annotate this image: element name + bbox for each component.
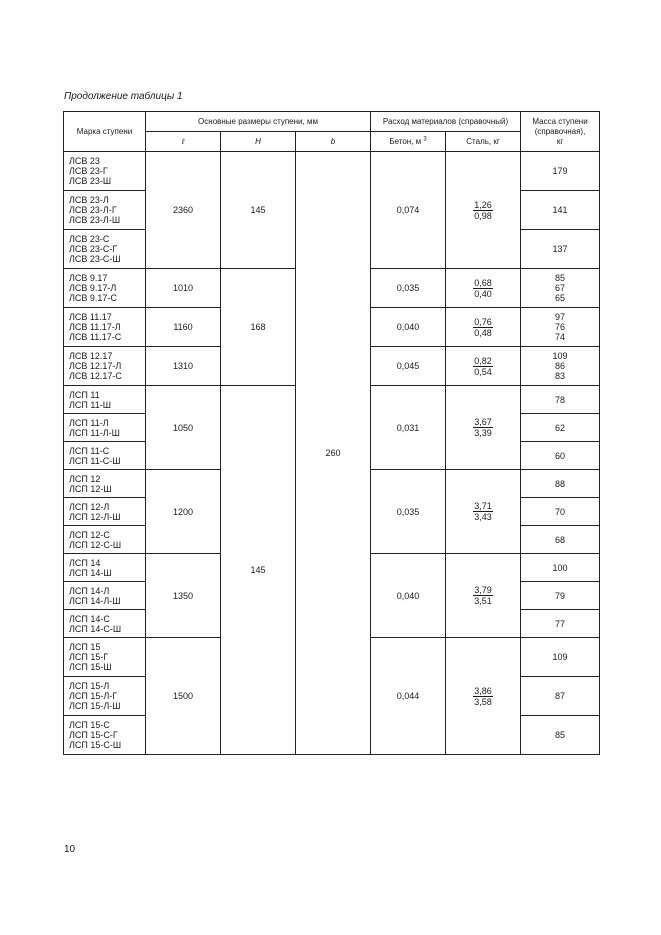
mark-label: ЛСП 15-Г	[69, 652, 109, 662]
mark-label: ЛСВ 9.17-Л	[69, 283, 117, 293]
cell-concrete: 0,040	[371, 308, 446, 347]
cell-steel	[446, 152, 521, 269]
cell-mass	[521, 677, 600, 716]
mass-value: 109	[552, 652, 568, 662]
steel-denominator: 3,43	[474, 512, 492, 522]
table-row	[64, 152, 600, 191]
mass-value: 60	[555, 450, 566, 461]
mark-label: ЛСВ 23-Г	[69, 166, 108, 176]
steel-numerator: 3,79	[474, 585, 492, 595]
steel-numerator: 0,76	[474, 316, 492, 327]
mark-label: ЛСП 14-С-Ш	[69, 624, 122, 634]
mass-value: 62	[555, 422, 566, 433]
cell-dim-l: 1200	[146, 470, 221, 554]
cell-mark	[64, 470, 146, 498]
mark-label: ЛСВ 23	[69, 156, 100, 166]
mark-label: ЛСП 11	[69, 390, 100, 400]
cell-mark	[64, 610, 146, 638]
cell-steel	[446, 386, 521, 470]
mark-label: ЛСП 14-Л	[69, 586, 110, 596]
mark-label: ЛСВ 23-Л-Ш	[69, 215, 121, 225]
mass-value: 85	[555, 273, 566, 283]
steel-numerator: 3,67	[474, 417, 492, 427]
cell-mark	[64, 554, 146, 582]
cell-mass	[521, 442, 600, 470]
cell-mass	[521, 498, 600, 526]
cell-dim-l: 2360	[146, 152, 221, 269]
steel-numerator: 0,68	[474, 277, 492, 288]
mark-label: ЛСВ 23-С-Ш	[69, 254, 121, 264]
header-materials: Расход материалов (справочный)	[371, 112, 521, 132]
cell-mark	[64, 269, 146, 308]
cell-dim-l: 1050	[146, 386, 221, 470]
mass-value: 77	[555, 618, 566, 629]
cell-mass	[521, 716, 600, 755]
cell-concrete: 0,031	[371, 386, 446, 470]
cell-mass	[521, 610, 600, 638]
mark-label: ЛСВ 23-Ш	[69, 176, 112, 186]
steel-fraction	[473, 278, 493, 299]
cell-mass	[521, 582, 600, 610]
mark-label: ЛСП 11-С	[69, 446, 110, 456]
mark-label: ЛСП 12-С-Ш	[69, 540, 122, 550]
steel-denominator: 3,51	[474, 596, 492, 606]
mass-value: 67	[555, 283, 566, 293]
cell-dim-l: 1350	[146, 554, 221, 638]
steel-numerator: 1,26	[474, 199, 492, 210]
header-dim-h: H	[221, 132, 296, 152]
mass-value: 97	[555, 312, 566, 322]
header-dim-b: b	[296, 132, 371, 152]
cell-mark	[64, 582, 146, 610]
cell-mark	[64, 638, 146, 677]
page-number: 10	[64, 844, 76, 855]
cell-mass	[521, 191, 600, 230]
cell-concrete: 0,044	[371, 638, 446, 755]
mass-value: 79	[555, 590, 566, 601]
cell-mark	[64, 347, 146, 386]
cell-mark	[64, 442, 146, 470]
cell-mark	[64, 152, 146, 191]
mass-value: 76	[555, 322, 566, 332]
mark-label: ЛСП 15-Ш	[69, 662, 112, 672]
mark-label: ЛСП 11-Ш	[69, 400, 111, 410]
mass-value: 179	[552, 166, 568, 176]
steel-fraction	[473, 585, 493, 606]
header-concrete-label: Бетон, м	[389, 136, 422, 146]
mark-label: ЛСВ 23-С	[69, 234, 110, 244]
table-caption: Продолжение таблицы 1	[64, 91, 183, 102]
cell-mark	[64, 716, 146, 755]
mark-label: ЛСП 15-С-Г	[69, 730, 118, 740]
cell-concrete: 0,040	[371, 554, 446, 638]
cell-mass	[521, 414, 600, 442]
steel-fraction	[473, 356, 493, 377]
mass-value: 86	[555, 361, 566, 371]
mark-label: ЛСП 15-Л-Г	[69, 691, 118, 701]
cell-steel	[446, 470, 521, 554]
mass-value: 83	[555, 371, 566, 381]
steel-fraction	[473, 417, 493, 438]
steel-denominator: 0,48	[474, 327, 492, 338]
header-concrete-sup: 3	[423, 135, 427, 142]
cell-mark	[64, 191, 146, 230]
cell-steel	[446, 554, 521, 638]
cell-dim-l: 1310	[146, 347, 221, 386]
cell-dim-l: 1160	[146, 308, 221, 347]
mark-label: ЛСП 11-Л	[69, 418, 109, 428]
steel-denominator: 3,39	[474, 428, 492, 438]
cell-mass	[521, 230, 600, 269]
header-concrete	[371, 132, 446, 152]
cell-mark	[64, 677, 146, 716]
mark-label: ЛСВ 12.17	[69, 351, 113, 361]
mark-label: ЛСП 14-Л-Ш	[69, 596, 121, 606]
mass-value: 74	[555, 332, 566, 342]
mass-value: 70	[555, 506, 566, 517]
mass-value: 109	[552, 351, 568, 361]
header-steel: Сталь, кг	[446, 132, 521, 152]
cell-dim-h: 168	[221, 269, 296, 386]
cell-dim-l: 1500	[146, 638, 221, 755]
cell-dim-h: 145	[221, 152, 296, 269]
cell-mass	[521, 347, 600, 386]
steel-denominator: 0,54	[474, 366, 492, 377]
mark-label: ЛСВ 23-Л	[69, 195, 109, 205]
mark-label: ЛСП 14-С	[69, 614, 110, 624]
steel-denominator: 0,98	[474, 210, 492, 221]
cell-mass	[521, 526, 600, 554]
mark-label: ЛСП 14	[69, 558, 101, 568]
mark-label: ЛСВ 9.17	[69, 273, 108, 283]
cell-concrete: 0,035	[371, 269, 446, 308]
mark-label: ЛСВ 11.17-С	[69, 332, 122, 342]
mass-value: 85	[555, 730, 566, 740]
cell-steel	[446, 638, 521, 755]
mark-label: ЛСП 15-Л-Ш	[69, 701, 121, 711]
header-mark: Марка ступени	[64, 112, 146, 152]
mark-label: ЛСП 12-Л-Ш	[69, 512, 121, 522]
mark-label: ЛСП 11-С-Ш	[69, 456, 121, 466]
cell-concrete: 0,045	[371, 347, 446, 386]
header-mass-line3: кг	[556, 136, 564, 146]
cell-mark	[64, 230, 146, 269]
mark-label: ЛСВ 23-Л-Г	[69, 205, 117, 215]
cell-mass	[521, 638, 600, 677]
mark-label: ЛСП 15-С-Ш	[69, 740, 122, 750]
steel-denominator: 3,58	[474, 696, 492, 707]
mark-label: ЛСВ 23-С-Г	[69, 244, 118, 254]
mark-label: ЛСП 12-С	[69, 530, 110, 540]
cell-mass	[521, 554, 600, 582]
mark-label: ЛСВ 12.17-С	[69, 371, 122, 381]
cell-mark	[64, 386, 146, 414]
cell-mass	[521, 152, 600, 191]
cell-mark	[64, 526, 146, 554]
mass-value: 88	[555, 478, 566, 489]
cell-steel	[446, 269, 521, 308]
mass-value: 141	[552, 205, 568, 215]
mass-value: 65	[555, 293, 566, 303]
mark-label: ЛСП 15	[69, 642, 101, 652]
cell-mass	[521, 386, 600, 414]
steel-numerator: 3,86	[474, 685, 492, 696]
mark-label: ЛСП 11-Л-Ш	[69, 428, 120, 438]
mass-value: 68	[555, 534, 566, 545]
cell-mass	[521, 269, 600, 308]
cell-dim-h: 145	[221, 386, 296, 755]
cell-dim-b: 260	[296, 152, 371, 755]
header-main-dims: Основные размеры ступени, мм	[146, 112, 371, 132]
mark-label: ЛСВ 11.17	[69, 312, 112, 322]
steel-fraction	[473, 317, 493, 338]
cell-concrete: 0,074	[371, 152, 446, 269]
steel-fraction	[473, 200, 493, 221]
cell-dim-l: 1010	[146, 269, 221, 308]
steel-numerator: 0,82	[474, 355, 492, 366]
steel-numerator: 3,71	[474, 501, 492, 511]
cell-mark	[64, 414, 146, 442]
mass-value: 100	[552, 562, 568, 573]
mark-label: ЛСП 12	[69, 474, 101, 484]
mark-label: ЛСВ 11.17-Л	[69, 322, 121, 332]
cell-mark	[64, 498, 146, 526]
mark-label: ЛСП 15-С	[69, 720, 110, 730]
mark-label: ЛСП 12-Л	[69, 502, 110, 512]
steel-fraction	[473, 686, 493, 707]
header-mass	[521, 112, 600, 152]
header-mass-line1: Масса ступени	[532, 116, 588, 126]
mark-label: ЛСП 14-Ш	[69, 568, 112, 578]
mark-label: ЛСВ 12.17-Л	[69, 361, 122, 371]
mark-label: ЛСВ 9.17-С	[69, 293, 117, 303]
cell-steel	[446, 308, 521, 347]
steps-table	[63, 111, 600, 755]
cell-mass	[521, 308, 600, 347]
cell-mark	[64, 308, 146, 347]
steel-fraction	[473, 501, 493, 522]
mark-label: ЛСП 12-Ш	[69, 484, 112, 494]
cell-mass	[521, 470, 600, 498]
header-dim-l: ℓ	[146, 132, 221, 152]
cell-concrete: 0,035	[371, 470, 446, 554]
mass-value: 87	[555, 691, 566, 701]
header-mass-line2: (справочная),	[534, 126, 586, 136]
mass-value: 137	[552, 244, 568, 254]
mark-label: ЛСП 15-Л	[69, 681, 110, 691]
cell-steel	[446, 347, 521, 386]
steel-denominator: 0,40	[474, 288, 492, 299]
table-body	[64, 152, 600, 755]
mass-value: 78	[555, 394, 566, 405]
